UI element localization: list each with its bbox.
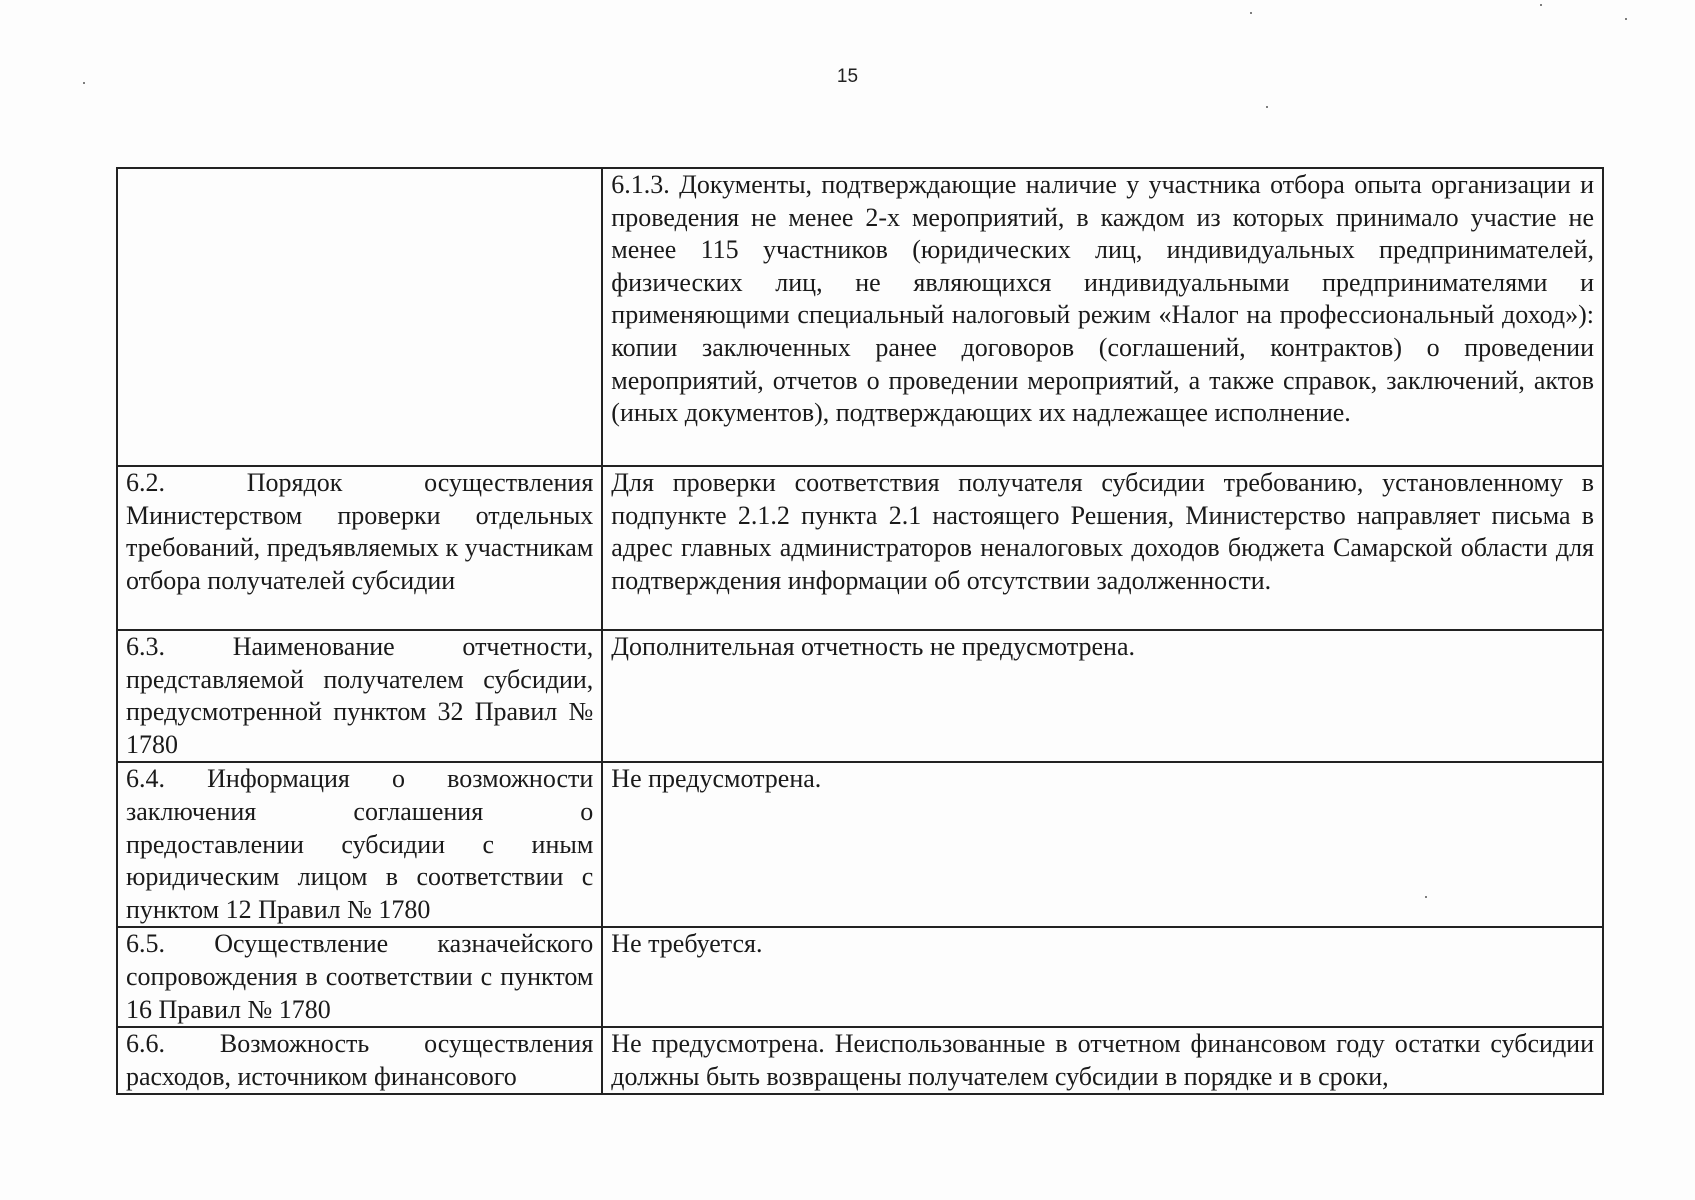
requirements-table bbox=[116, 167, 1604, 1095]
page-number: 15 bbox=[836, 66, 859, 87]
scan-speck bbox=[83, 82, 85, 84]
table-row bbox=[117, 466, 1603, 630]
table-row bbox=[117, 168, 1603, 466]
scan-speck bbox=[1625, 18, 1627, 20]
scan-speck bbox=[1540, 4, 1542, 6]
table-cell-value: 6.1.3. Документы, подтверждающие наличие у участника отбора опыта организации и проведения не менее 2-х мероприятий, в каждом из которых принимало участие не менее 115 участников (юридических лиц, индивидуальных предпринимателей, физических лиц, не являющихся индивидуальными предпринимателями и применяющими специальный налоговый режим «Налог на профессиональный доход»): копии заключенных ранее договоров (соглашений, контрактов) о проведении мероприятий, отчетов о проведении мероприятий, а также справок, заключений, актов (иных документов), подтверждающих их надлежащее исполнение. bbox=[602, 168, 1603, 466]
table-cell-value: Не предусмотрена. Неиспользованные в отчетном финансовом году остатки субсидии должны быть возвращены получателем субсидии в порядке и в сроки, bbox=[602, 1027, 1603, 1094]
table-cell-label: 6.6. Возможность осуществления расходов, источником финансового bbox=[117, 1027, 602, 1094]
table-cell-value: Для проверки соответствия получателя субсидии требованию, установленному в подпункте 2.1.2 пункта 2.1 настоящего Решения, Министерство направляет письма в адрес главных администраторов неналоговых доходов бюджета Самарской области для подтверждения информации об отсутствии задолженности. bbox=[602, 466, 1603, 630]
table-cell-label: 6.3. Наименование отчетности, представляемой получателем субсидии, предусмотренной пунктом 32 Правил № 1780 bbox=[117, 630, 602, 762]
table-cell-value: Не требуется. bbox=[602, 927, 1603, 1027]
table-cell-value: Дополнительная отчетность не предусмотрена. bbox=[602, 630, 1603, 762]
table-cell-value: Не предусмотрена. bbox=[602, 762, 1603, 927]
table-cell-label bbox=[117, 168, 602, 466]
table-row bbox=[117, 927, 1603, 1027]
scan-speck bbox=[1250, 12, 1252, 14]
table-cell-label: 6.4. Информация о возможности заключения соглашения о предоставлении субсидии с иным юридическим лицом в соответствии с пунктом 12 Правил № 1780 bbox=[117, 762, 602, 927]
table-row bbox=[117, 762, 1603, 927]
table-cell-label: 6.5. Осуществление казначейского сопровождения в соответствии с пунктом 16 Правил № 1780 bbox=[117, 927, 602, 1027]
table-row bbox=[117, 630, 1603, 762]
table-row bbox=[117, 1027, 1603, 1094]
scan-speck bbox=[1266, 106, 1268, 108]
table-cell-label: 6.2. Порядок осуществления Министерством проверки отдельных требований, предъявляемых к участникам отбора получателей субсидии bbox=[117, 466, 602, 630]
